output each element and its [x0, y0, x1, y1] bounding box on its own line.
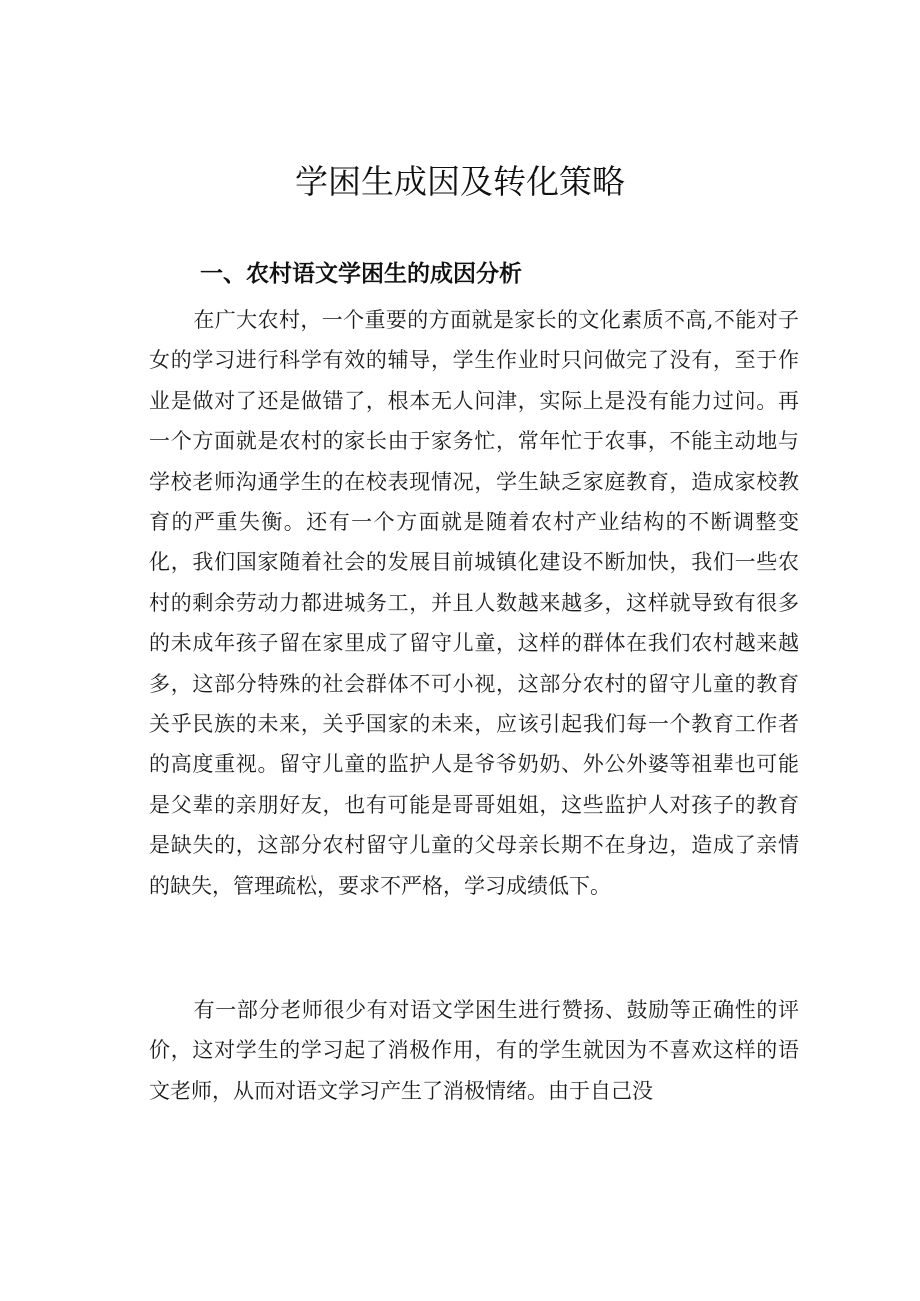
body-paragraph: [149, 300, 799, 906]
paragraph-text: 在广大农村，一个重要的方面就是家长的文化素质不高,不能对子女的学习进行科学有效的辅导，学生作业时只问做完了没有，至于作业是做对了还是做错了，根本无人问津，实际上是没有能力过问。再一个方面就是农村的家长由于家务忙，常年忙于农事，不能主动地与学校老师沟通学生的在校表现情况，学生缺乏家庭教育，造成家校教育的严重失衡。还有一个方面就是随着农村产业结构的不断调整变化，我们国家随着社会的发展目前城镇化建设不断加快，我们一些农村的剩余劳动力都进城务工，并且人数越来越多，这样就导致有很多的未成年孩子留在家里成了留守儿童，这样的群体在我们农村越来越多，这部分特殊的社会群体不可小视，这部分农村的留守儿童的教育关乎民族的未来，关乎国家的未来，应该引起我们每一个教育工作者的高度重视。留守儿童的监护人是爷爷奶奶、外公外婆等祖辈也可能是父辈的亲朋好友，也有可能是哥哥姐姐，这些监护人对孩子的教育是缺失的，这部分农村留守儿童的父母亲长期不在身边，造成了亲情的缺失，管理疏松，要求不严格，学习成绩低下。: [149, 308, 799, 898]
section-heading: 一、农村语文学困生的成因分析: [200, 261, 522, 287]
body-paragraph: [149, 990, 799, 1111]
document-title: 学困生成因及转化策略: [295, 162, 625, 201]
paragraph-text: 有一部分老师很少有对语文学困生进行赞扬、鼓励等正确性的评价，这对学生的学习起了消极作用，有的学生就因为不喜欢这样的语文老师，从而对语文学习产生了消极情绪。由于自己没: [149, 998, 799, 1103]
